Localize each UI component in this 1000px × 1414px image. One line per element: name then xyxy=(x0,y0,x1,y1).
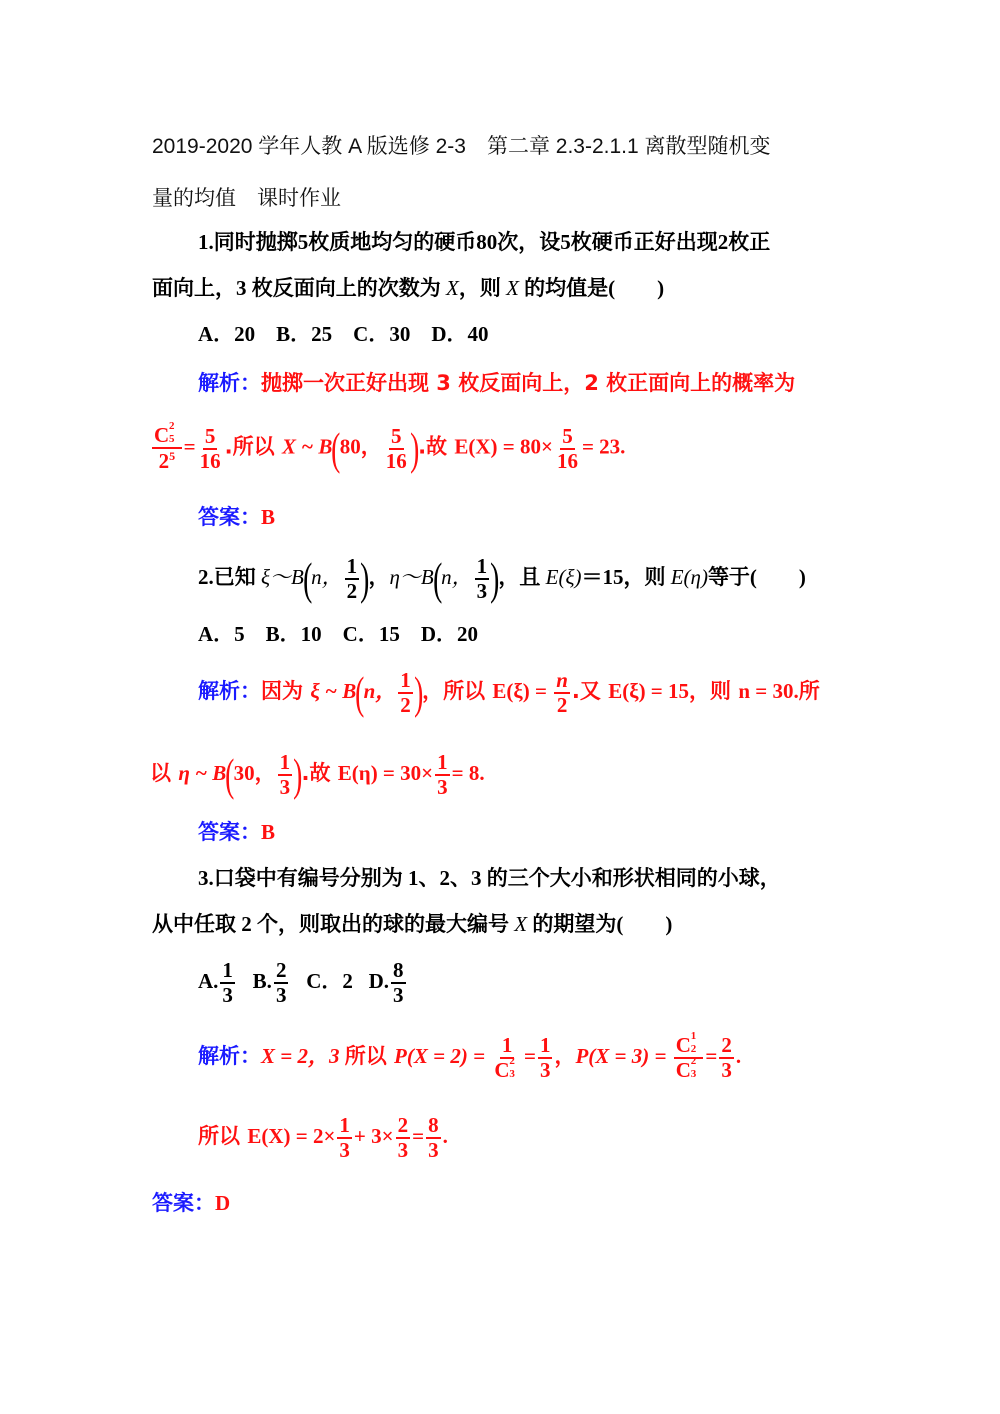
q1-stem-text-1: 同时抛掷5枚质地均匀的硬币80次，设5枚硬币正好出现2枚正 xyxy=(213,230,771,254)
fraction xyxy=(475,556,490,602)
fraction xyxy=(555,423,580,473)
math-text: ， xyxy=(554,1043,576,1068)
fraction-numerator xyxy=(152,420,182,449)
math-text: ＝15，则 xyxy=(581,564,671,589)
math-text xyxy=(675,1055,697,1082)
q1-stem-text-2c: 的均值是( ) xyxy=(518,276,665,300)
fraction-denominator: 3 xyxy=(437,775,448,799)
math-text: 答案： xyxy=(152,1191,215,1215)
math-text: 因为 xyxy=(261,678,311,703)
fraction-numerator: 8 xyxy=(393,958,404,982)
q2-analysis-line-2 xyxy=(150,749,485,800)
q1-var-x: X xyxy=(446,276,459,300)
large-parenthesis: ) xyxy=(409,422,420,474)
math-text: 所 xyxy=(798,678,820,703)
large-parenthesis: ) xyxy=(413,667,424,718)
fraction-denominator: 3 xyxy=(397,1138,409,1162)
math-text: .又 xyxy=(571,678,609,703)
fraction xyxy=(719,1035,734,1081)
q3-option-a xyxy=(198,958,237,1007)
q3-option-d xyxy=(368,958,408,1007)
q3-analysis-line-2 xyxy=(198,1115,448,1161)
math-text: E(ξ) = 15， xyxy=(608,678,711,703)
math-text: ξ～B xyxy=(261,564,304,589)
fraction-denominator: 2 xyxy=(346,579,358,603)
fraction-numerator: 1 xyxy=(339,1113,350,1137)
math-text: 答案： xyxy=(198,820,261,844)
fraction xyxy=(278,752,293,798)
fraction-denominator: 16 xyxy=(556,448,578,473)
math-text: n， xyxy=(441,564,473,589)
fraction xyxy=(492,1035,522,1081)
answer-label: 答案： xyxy=(198,505,261,529)
fraction-numerator: 2 xyxy=(397,1113,409,1137)
math-text: 30， xyxy=(233,760,276,785)
math-text: 2. xyxy=(198,564,214,589)
large-parenthesis: ( xyxy=(355,667,365,718)
large-parenthesis: ) xyxy=(490,553,500,604)
math-text: E(X) = 80× xyxy=(454,434,553,459)
fraction xyxy=(220,960,235,1006)
math-text: = 23. xyxy=(581,434,626,459)
math-text: 的期望为( ) xyxy=(527,912,673,936)
q1-stem-line-1 xyxy=(198,232,770,253)
math-text: 所以 xyxy=(198,1123,248,1148)
large-parenthesis: ) xyxy=(360,553,370,604)
fraction-numerator: n xyxy=(556,668,568,692)
math-text: ，且 xyxy=(498,564,546,589)
math-text: 2 xyxy=(169,420,175,432)
fraction-denominator: 3 xyxy=(721,1058,732,1082)
fraction-numerator: 5 xyxy=(204,423,216,448)
fraction xyxy=(435,752,450,798)
math-text: .故 xyxy=(301,760,338,785)
q1-prob-fraction xyxy=(152,420,182,473)
math-text: B. xyxy=(252,968,272,993)
math-text: ， xyxy=(368,564,390,589)
fraction xyxy=(391,960,406,1006)
fraction-denominator: 3 xyxy=(275,983,287,1007)
q1-stem-text-2b: ，则 xyxy=(458,276,507,300)
fraction-denominator: 2 xyxy=(556,693,568,717)
math-text: .故 xyxy=(418,434,455,459)
fraction-denominator: 16 xyxy=(199,448,221,473)
document-title-line-2: 量的均值 课时作业 xyxy=(152,187,341,210)
q2-analysis-line-1 xyxy=(198,667,820,718)
math-text: = xyxy=(523,1043,536,1068)
math-text: C xyxy=(494,1058,510,1082)
math-text: 解析： xyxy=(198,1043,261,1068)
math-text: E(η) = 30× xyxy=(337,760,434,785)
fraction-numerator: 8 xyxy=(428,1113,439,1137)
fraction-numerator: 1 xyxy=(400,668,411,692)
fraction-denominator: 3 xyxy=(339,1138,350,1162)
q1-var-x2: X xyxy=(506,276,519,300)
math-text: E(η) xyxy=(670,564,708,589)
math-text: + 3× xyxy=(353,1123,394,1148)
q3-options xyxy=(198,960,408,1006)
math-text: η～B xyxy=(389,564,434,589)
math-text: P(X = 2) = xyxy=(394,1043,491,1068)
fraction-denominator: 3 xyxy=(539,1058,551,1082)
fraction-numerator: 2 xyxy=(275,958,287,982)
math-text: 3 xyxy=(509,1068,515,1080)
math-text: 80， xyxy=(339,434,382,459)
fraction xyxy=(554,670,570,716)
math-text: 等于( ) xyxy=(707,564,806,589)
fraction-numerator: 1 xyxy=(476,554,488,578)
large-parenthesis: ( xyxy=(302,553,313,604)
math-text: n， xyxy=(311,564,343,589)
q1-answer-value: B xyxy=(261,505,276,529)
fraction-numerator xyxy=(674,1030,704,1059)
fraction-numerator: 1 xyxy=(279,750,291,774)
math-text xyxy=(675,1030,697,1057)
fraction-denominator: 3 xyxy=(279,775,291,799)
fraction xyxy=(426,1115,441,1161)
q1-number: 1. xyxy=(198,230,214,254)
fraction-denominator: 16 xyxy=(385,448,407,473)
q1-answer xyxy=(198,507,275,528)
document-title-line-1: 2019-2020 学年人教 A 版选修 2-3 第二章 2.3-2.1.1 离散型随机变 xyxy=(152,135,771,158)
math-text: 从中任取 2 个，则取出的球的最大编号 xyxy=(152,912,515,936)
fraction-denominator xyxy=(157,449,178,472)
math-text: X = 2，3 xyxy=(261,1043,345,1068)
math-text xyxy=(154,420,175,447)
math-text: 口袋中有编号分别为 1、2、3 的三个大小和形状相同的小球， xyxy=(213,866,781,890)
math-text: A. xyxy=(198,968,219,993)
math-text: 解析： xyxy=(198,678,261,703)
fraction-numerator: 1 xyxy=(346,554,358,578)
large-parenthesis: ( xyxy=(331,422,341,474)
math-text: = 8. xyxy=(451,760,485,785)
math-text: X xyxy=(514,912,528,936)
math-text: P(X = 3) = xyxy=(575,1043,672,1068)
fraction xyxy=(396,1115,411,1161)
math-text: C xyxy=(675,1058,691,1082)
fraction-denominator: 3 xyxy=(476,579,488,603)
math-text: . xyxy=(442,1123,448,1148)
math-text: E(ξ) xyxy=(545,564,582,589)
q3-stem-line-1 xyxy=(198,868,781,889)
q1-analysis-text: 抛掷一次正好出现 3 枚反面向上，2 枚正面向上的概率为 xyxy=(261,371,796,395)
fraction xyxy=(337,1115,352,1161)
math-text: = xyxy=(183,434,196,459)
fraction xyxy=(198,423,223,473)
fraction-denominator: 2 xyxy=(400,693,411,717)
q3-stem-line-2 xyxy=(152,914,672,935)
fraction-denominator: 3 xyxy=(428,1138,439,1162)
math-text: C xyxy=(154,423,170,447)
fraction-numerator: 1 xyxy=(222,958,233,982)
math-text: 所以 xyxy=(344,1043,395,1068)
q2-answer xyxy=(198,822,275,843)
fraction-denominator: 3 xyxy=(222,983,233,1007)
math-text: 已知 xyxy=(213,564,261,589)
q3-option-b xyxy=(252,958,291,1007)
math-text: D. xyxy=(368,968,390,993)
q3-option-c: C．2 xyxy=(306,968,353,993)
fraction-denominator xyxy=(492,1055,522,1082)
q1-options: A．20 B．25 C．30 D．40 xyxy=(198,322,489,346)
math-text: = xyxy=(705,1043,718,1068)
math-text: 5 xyxy=(169,433,175,445)
math-text: 2 xyxy=(690,1055,697,1067)
math-text: X ~ B xyxy=(281,434,333,459)
math-text: E(ξ) = xyxy=(492,678,553,703)
math-text: E(X) = 2× xyxy=(247,1123,336,1148)
fraction xyxy=(398,670,413,716)
math-text xyxy=(494,1055,515,1082)
math-text: n， xyxy=(363,678,397,703)
q1-analysis-line-1 xyxy=(198,373,795,394)
math-text: . xyxy=(735,1043,742,1068)
math-text: 3 xyxy=(690,1068,697,1080)
fraction-numerator: 1 xyxy=(539,1033,551,1057)
fraction-denominator xyxy=(674,1055,704,1082)
fraction-numerator: 2 xyxy=(721,1033,732,1057)
math-text: 2 xyxy=(509,1055,515,1067)
math-text: C xyxy=(675,1033,691,1057)
q1-stem-text-2a: 面向上，3 枚反面向上的次数为 xyxy=(152,276,446,300)
q2-stem xyxy=(198,553,806,604)
q1-stem-line-2 xyxy=(152,278,664,299)
math-text: 1 xyxy=(690,1030,697,1042)
fraction xyxy=(384,423,409,473)
large-parenthesis: ( xyxy=(225,749,235,800)
math-text: 2 xyxy=(690,1043,697,1055)
fraction-denominator: 3 xyxy=(393,983,404,1007)
fraction-numerator: 5 xyxy=(562,423,573,448)
fraction-numerator: 5 xyxy=(391,423,402,448)
q2-answer-value: B xyxy=(261,820,276,844)
math-text: ξ ~ B xyxy=(310,678,357,703)
fraction-numerator: 1 xyxy=(501,1033,513,1057)
q2-options: A．5 B．10 C．15 D．20 xyxy=(198,622,479,646)
math-text: η ~ B xyxy=(178,760,227,785)
fraction xyxy=(274,960,289,1006)
q3-analysis-line-1 xyxy=(198,1030,742,1082)
math-text: 2 xyxy=(158,449,170,473)
q3-answer-value: D xyxy=(215,1191,231,1215)
math-text: n = 30. xyxy=(738,678,799,703)
math-text: 3. xyxy=(198,866,214,890)
q3-answer xyxy=(152,1193,230,1214)
fraction xyxy=(345,556,360,602)
large-parenthesis: ) xyxy=(293,749,303,800)
math-text: ，所以 xyxy=(422,678,493,703)
math-text: 则 xyxy=(710,678,739,703)
q1-analysis-line-2 xyxy=(150,420,626,474)
math-text: 以 xyxy=(150,760,179,785)
fraction xyxy=(674,1030,704,1082)
fraction xyxy=(538,1035,553,1081)
fraction-numerator: 1 xyxy=(437,750,448,774)
math-text: = xyxy=(412,1123,425,1148)
analysis-label: 解析： xyxy=(198,371,261,395)
math-text: 5 xyxy=(169,449,176,463)
large-parenthesis: ( xyxy=(432,553,442,604)
math-text: .所以 xyxy=(224,434,282,459)
